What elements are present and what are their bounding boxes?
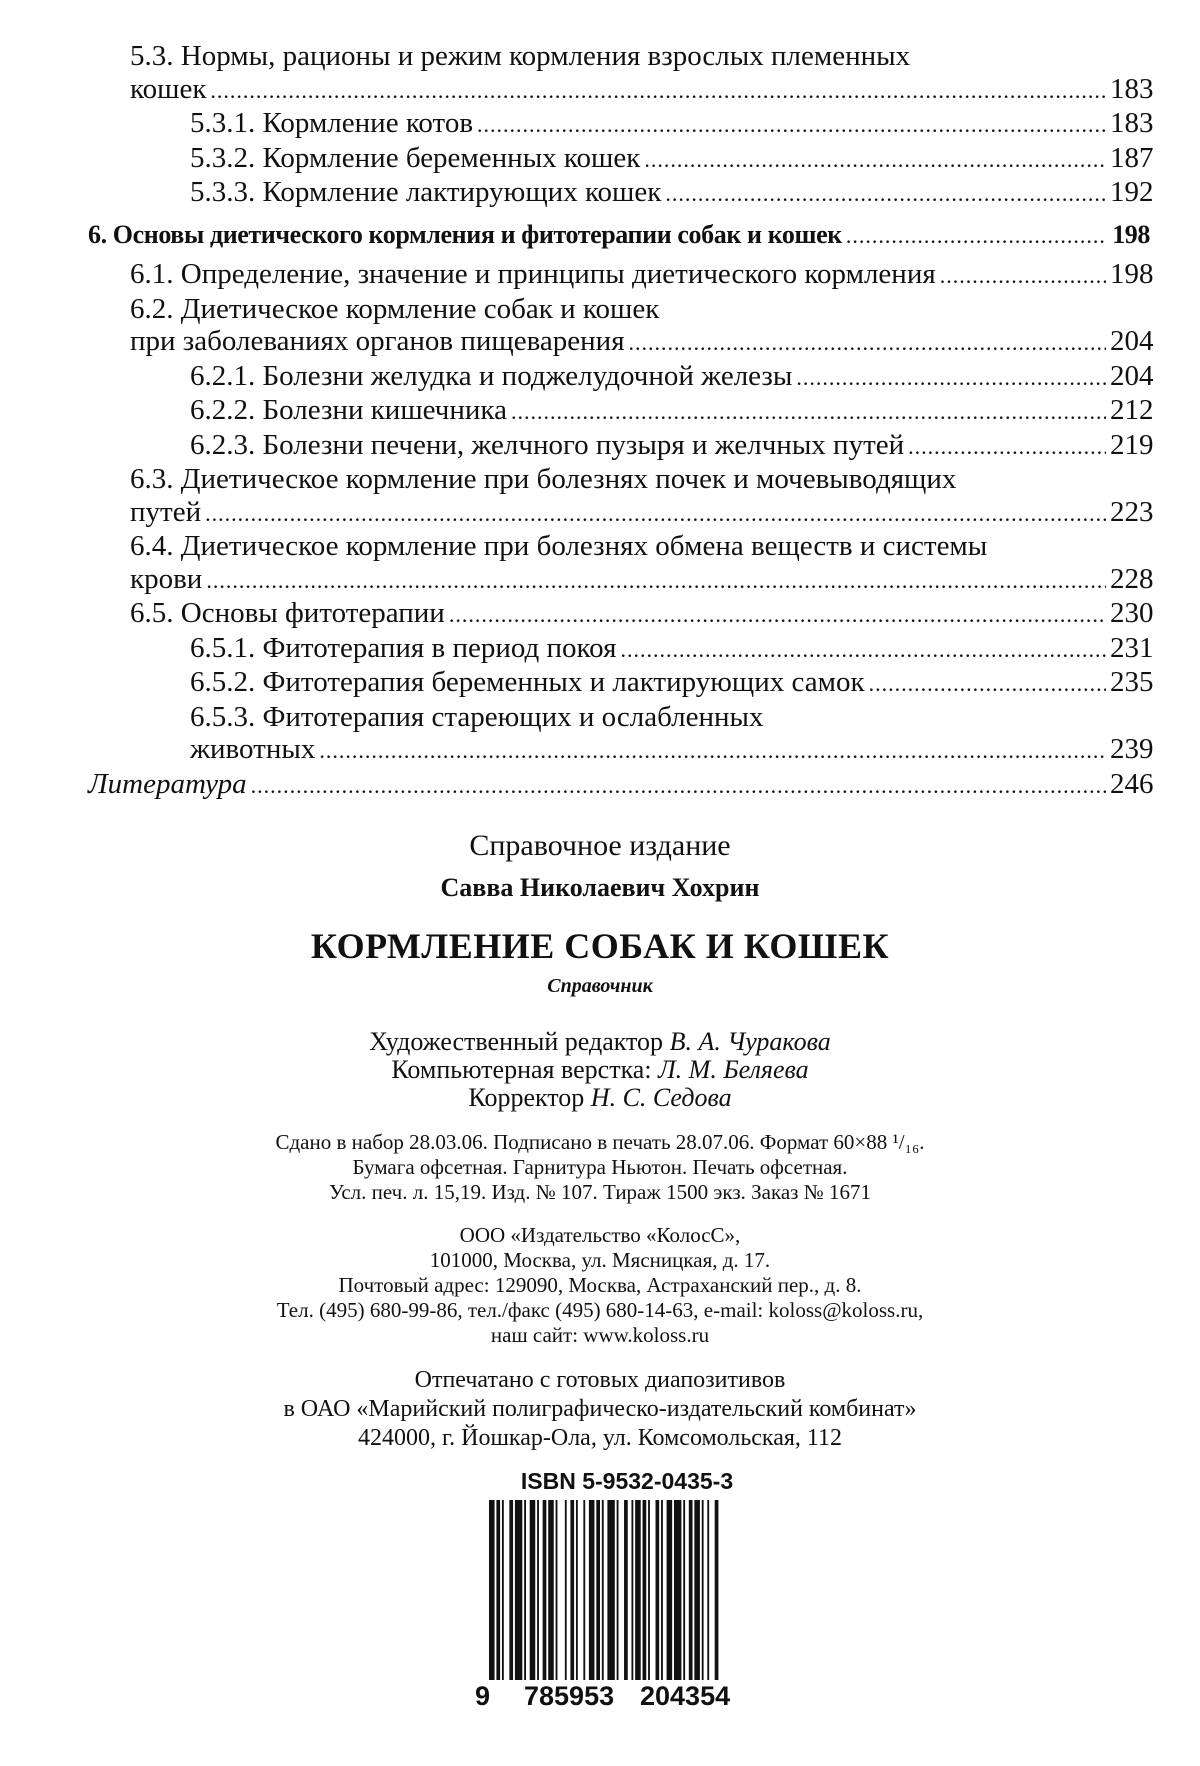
- toc-page-number: 187: [1110, 141, 1154, 174]
- toc-page-number: 231: [1110, 631, 1154, 664]
- toc-entry: [88, 495, 1154, 531]
- toc-dot-leader: [846, 220, 1106, 253]
- toc-dot-leader: [251, 770, 1106, 803]
- barcode-bars: [487, 1500, 767, 1680]
- publisher-info: [0, 1223, 1200, 1348]
- credits: [0, 1028, 1200, 1112]
- barcode: [475, 1500, 767, 1711]
- toc-page-number: 204: [1110, 359, 1154, 392]
- credit-line: [0, 1028, 1200, 1056]
- toc-entry: [88, 767, 1154, 803]
- toc-dot-leader: [908, 431, 1106, 464]
- toc-entry: [88, 463, 1150, 496]
- toc-entry-title: животных: [190, 733, 316, 765]
- toc-entry: [88, 72, 1154, 108]
- toc-entry: [88, 562, 1154, 598]
- toc-page-number: 212: [1110, 394, 1154, 426]
- toc-entry-title: при заболеваниях органов пищеварения: [130, 325, 625, 357]
- toc-page-number: 223: [1110, 495, 1154, 528]
- toc-page-number: 192: [1110, 176, 1154, 208]
- barcode-digits-left: 785953: [521, 1681, 617, 1712]
- author-name: Савва Николаевич Хохрин: [440, 873, 760, 902]
- credit-role: Корректор: [468, 1083, 585, 1112]
- toc-dot-leader: [319, 735, 1106, 768]
- printer-line: Отпечатано с готовых диапозитивов: [414, 1367, 786, 1393]
- toc-entry-title: 6.5. Основы фитотерапии: [130, 597, 445, 629]
- toc-entry: [88, 428, 1154, 464]
- toc-entry: [88, 219, 1150, 253]
- toc-dot-leader: [205, 498, 1106, 531]
- toc-entry: [88, 258, 1154, 293]
- toc-dot-leader: [796, 362, 1106, 395]
- toc-entry-title: 5.3. Нормы, рационы и режим кормления взрослых племенных: [130, 40, 911, 72]
- publisher-line: Тел. (495) 680-99-86, тел./факс (495) 680-14-63, e-mail: koloss@koloss.ru,: [276, 1298, 924, 1322]
- toc-entry: [88, 107, 1154, 142]
- toc-page-number: 219: [1110, 428, 1154, 461]
- colophon: [0, 826, 1200, 1453]
- toc-dot-leader: [940, 260, 1106, 293]
- toc-entry: [88, 597, 1154, 632]
- toc-entry-title: 6.3. Диетическое кормление при болезнях почек и мочевыводящих: [130, 463, 957, 495]
- toc-entry: [88, 293, 1150, 326]
- barcode-digit-first: 9: [475, 1681, 491, 1711]
- barcode-digits-right: 204354: [637, 1681, 733, 1712]
- publisher-line: ООО «Издательство «КолосС»,: [459, 1223, 741, 1247]
- toc-dot-leader: [206, 565, 1106, 598]
- credit-person: В. А. Чуракова: [669, 1027, 831, 1056]
- toc-entry: [88, 733, 1154, 768]
- publisher-line: Почтовый адрес: 129090, Москва, Астраханский пер., д. 8.: [338, 1273, 862, 1297]
- toc-entry-title: 5.3.2. Кормление беременных кошек: [190, 141, 641, 174]
- toc-page-number: 246: [1110, 767, 1154, 800]
- toc-dot-leader: [620, 634, 1106, 667]
- toc-entry: [88, 176, 1154, 211]
- table-of-contents: [88, 40, 1154, 802]
- credit-person: Н. С. Седова: [590, 1083, 732, 1112]
- toc-dot-leader: [210, 75, 1106, 108]
- publisher-line: 101000, Москва, ул. Мясницкая, д. 17.: [429, 1248, 771, 1272]
- toc-entry-title: 6.5.2. Фитотерапия беременных и лактирующих самок: [190, 666, 865, 698]
- toc-page-number: 183: [1110, 107, 1154, 139]
- toc-dot-leader: [629, 327, 1106, 360]
- edition-type: Справочное издание: [469, 829, 731, 862]
- toc-entry: [88, 359, 1154, 395]
- spec-line: Усл. печ. л. 15,19. Изд. № 107. Тираж 1500 экз. Заказ № 1671: [328, 1180, 871, 1204]
- print-specs: [0, 1130, 1200, 1205]
- toc-entry: [88, 325, 1154, 360]
- toc-entry-title: 6.2.2. Болезни кишечника: [190, 394, 507, 426]
- toc-entry-title: 6.1. Определение, значение и принципы диетического кормления: [130, 258, 936, 290]
- toc-entry: [88, 394, 1154, 429]
- toc-page-number: 239: [1110, 733, 1154, 765]
- toc-page-number: 228: [1110, 562, 1154, 595]
- toc-entry-title: 6.2.3. Болезни печени, желчного пузыря и желчных путей: [190, 428, 905, 461]
- spec-line: Бумага офсетная. Гарнитура Ньютон. Печать офсетная.: [352, 1155, 848, 1179]
- spec-line: Сдано в набор 28.03.06. Подписано в печать 28.07.06. Формат 60×88 ¹/₁₆.: [275, 1130, 925, 1154]
- toc-entry-title: 6.5.3. Фитотерапия стареющих и ослабленных: [190, 700, 764, 733]
- toc-entry-title: кошек: [130, 72, 207, 105]
- toc-entry: [88, 530, 1150, 563]
- toc-entry: [88, 631, 1154, 667]
- toc-entry-title: Литература: [88, 767, 247, 800]
- toc-page-number: 204: [1110, 325, 1154, 357]
- book-subtitle: Справочник: [547, 975, 653, 997]
- credit-role: Компьютерная верстка:: [391, 1055, 652, 1084]
- toc-entry-title: 5.3.3. Кормление лактирующих кошек: [190, 176, 662, 208]
- toc-page-number: 198: [1110, 258, 1154, 290]
- book-title: КОРМЛЕНИЕ СОБАК И КОШЕК: [310, 926, 890, 966]
- toc-dot-leader: [477, 109, 1106, 142]
- toc-page-number: 183: [1110, 72, 1154, 105]
- printer-line: в ОАО «Марийский полиграфическо-издательский комбинат»: [283, 1396, 917, 1422]
- credit-role: Художественный редактор: [369, 1027, 664, 1056]
- credit-person: Л. М. Беляева: [658, 1055, 809, 1084]
- toc-dot-leader: [511, 396, 1106, 429]
- toc-entry-title: 6.4. Диетическое кормление при болезнях обмена веществ и системы: [130, 530, 988, 562]
- toc-dot-leader: [449, 599, 1106, 632]
- toc-entry-title: путей: [130, 495, 202, 528]
- isbn-block: [475, 1468, 767, 1711]
- toc-entry: [88, 40, 1150, 73]
- toc-page-number: 198: [1112, 219, 1150, 249]
- toc-entry-title: крови: [130, 562, 203, 595]
- toc-dot-leader: [644, 144, 1106, 177]
- printer-info: [0, 1366, 1200, 1453]
- toc-entry-title: 6.2. Диетическое кормление собак и кошек: [130, 292, 660, 325]
- printer-line: 424000, г. Йошкар-Ола, ул. Комсомольская, 112: [357, 1425, 843, 1451]
- credit-line: [0, 1056, 1200, 1084]
- toc-entry: [88, 666, 1154, 701]
- credit-line: [0, 1084, 1200, 1112]
- toc-entry: [88, 141, 1154, 177]
- toc-dot-leader: [869, 668, 1106, 701]
- toc-entry-title: 6.2.1. Болезни желудка и поджелудочной железы: [190, 359, 793, 392]
- toc-entry-title: 6.5.1. Фитотерапия в период покоя: [190, 631, 617, 664]
- toc-page-number: 235: [1110, 666, 1154, 698]
- toc-entry-title: 6. Основы диетического кормления и фитотерапии собак и кошек: [88, 219, 842, 249]
- toc-entry: [88, 701, 1150, 734]
- toc-page-number: 230: [1110, 597, 1154, 629]
- toc-dot-leader: [665, 178, 1106, 211]
- publisher-line: наш сайт: www.koloss.ru: [490, 1323, 710, 1347]
- isbn-label: ISBN 5-9532-0435-3: [520, 1468, 734, 1494]
- toc-entry-title: 5.3.1. Кормление котов: [190, 107, 474, 139]
